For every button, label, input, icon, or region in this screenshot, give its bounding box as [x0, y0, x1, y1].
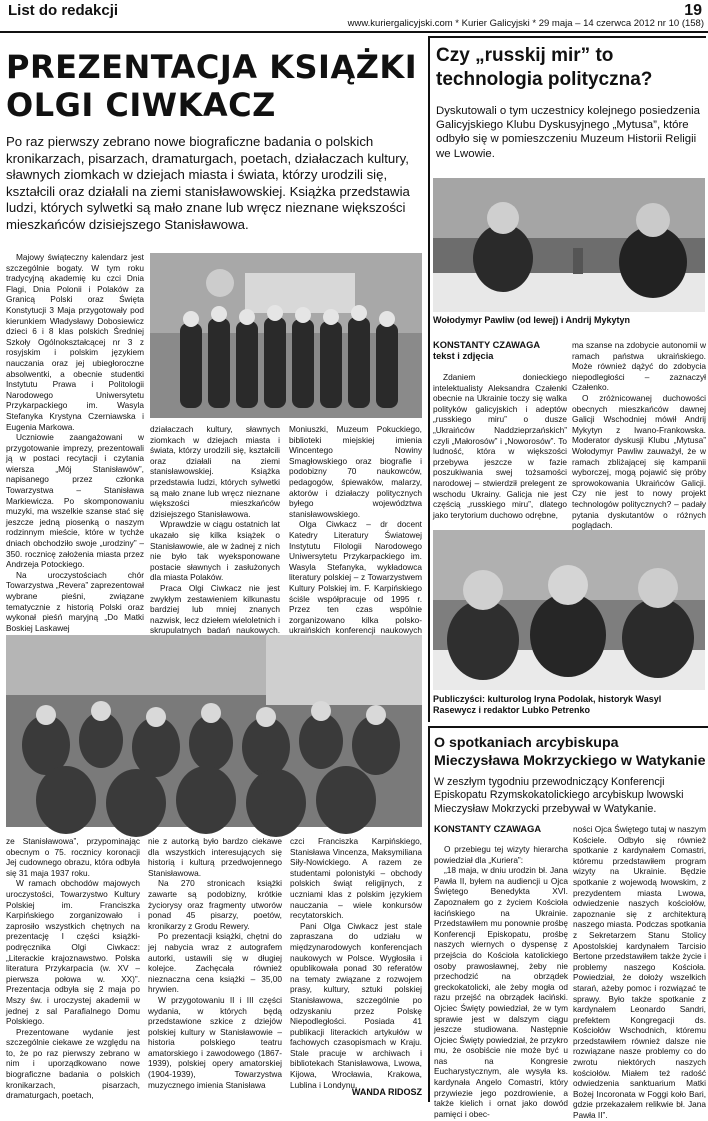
sidebar-1-byline: [433, 340, 567, 364]
paragraph: ności Ojca Świętego tutaj w naszym Kościele. Odbyło się również spotkanie z kardynałem Comastri, któremu przedstawiłem program wizyty na Ukrainie. Będzie spotkanie z wojewodą lwowskim, z prezydentem miasta Lwowa, odwiedzenie naszych kościołów, zapoznanie się z architekturą naszego miasta. Podczas spotkania z Sekretarzem Stanu Stolicy Apostolskiej kardynałem Tarcisio Bertone przedstawiłem także życie i problemy naszego Kościoła. Powiedział, że dołoży wszelkich starań, ażeby pomoc i rozwiązać te sprawy. Było także spotkanie z kardynałem Leonardo Sandri, prefektem Kongregacji ds. Kościołów Wschodnich, któremu przedstawiłem również dalsze nie rozwiązane nasze problemy co do zwrotu niektórych naszych kościołów. Miałem też radość odwiedzenia sanktuarium Matki Bożej Incoronata w Foggi koło Bari, gdzie przekazałem relikwie bł. Jana Pawła II”.: [573, 824, 706, 1121]
main-column-2: [150, 424, 280, 636]
article-lead: Po raz pierwszy zebrano nowe biograficzne badania o polskich kronikarzach, pisarzach, dramaturgach, poetach, działaczach kultury, sławnych ziomkach w dziejach miasta i świata, którzy urodzili się, kształcili oraz działali na ziemi stanisławowskiej. Książka przedstawia ludzi, których sylwetki są mało znane lub wręcz nieznane większości mieszkańców dzisiejszego Stanisławowa.: [6, 134, 410, 232]
sidebar-2-lead: W zeszłym tygodniu przewodniczący Konferencji Episkopatu Rzymskokatolickiego arcybiskup lwowski Mieczysław Mokrzycki przebywał w Watykanie.: [434, 776, 684, 815]
masthead: www.kuriergalicyjski.com * Kurier Galicyjski * 29 maja – 14 czerwca 2012 nr 10 (158): [347, 18, 704, 29]
paragraph: ze Stanisławowa”, przypominając obecnym o 75. rocznicy koronacji Jej cudownego obrazu, która odbyła się 31 maja 1937 roku.: [6, 836, 140, 878]
byline-note: tekst i zdjęcia: [433, 351, 494, 361]
audience-photo: [6, 635, 422, 827]
paragraph: W przygotowaniu II i III części wydania, w których będą przedstawione szkice z dziejów polskiej kultury w Stanisławowie – historia polskiego teatru amatorskiego i zawodowego (1867-1939), polskiej opery amatorskiej (1904-1939), Towarzystwa muzycznego imienia Stanisława: [148, 994, 282, 1090]
paragraph: Olga Ciwkacz – dr docent Katedry Literatury Światowej Instytutu Filologii Narodowego Uniwersytetu Przykarpackiego im. Wasyla Stefanyka, wykładowca literatury polskiej – z Towarzystwem Kultury Polskiej im. F. Karpińskiego ściśle współpracuje od 1995 r. Przez ten czas wspólnie zorganizowano kilka polsko-ukraińskich konferencji naukowych: [289, 519, 422, 636]
paragraph: Praca Olgi Ciwkacz nie jest zwykłym zestawieniem kilkunastu bardziej lub mniej znanych nazwisk, lecz dziełem wieloletnich i skrupulatnych badań naukowych.: [150, 582, 280, 636]
sidebar-1-title: Czy „russkij mir” to technologia polityczna?: [436, 45, 653, 90]
sidebar-2-column-2: [573, 824, 706, 1121]
paragraph: Na uroczystościach chór Towarzystwa „Revera” zaprezentował wybrane pieśni, związane tematycznie z historią Polski oraz wykonał pieśń maryjną „Do Matki Boskiej Laskawej: [6, 569, 144, 633]
panel-photo-1-image: [433, 178, 705, 312]
bottom-column-1: [6, 836, 140, 1100]
paragraph: Majowy świąteczny kalendarz jest szczególnie bogaty. W tym roku tradycyjną akademię ku czci Dnia Flagi, Dnia Polonii i Polaków za Granicą Polski oraz Święta Konstytucji 3 Maja przygotowały pod kierunkiem Władysławy Dobosiewicz dzieci 6 i 8 klas polskich Średniej Szkoły Ogólnokształcącej nr 3 z rosyjskim i polskim językiem nauczania oraz jej ubiegłoroczne absolwentki, a obecnie studentki Instytutu Prawa i Politologii Narodowego Uniwersytetu Przykarpackiego im. Wasyla Stefanyka Krystyna Czerniawska i Eugenia Markowa.: [6, 252, 144, 432]
sidebar-2-frame: [428, 726, 430, 1102]
sidebar-1-lead: Dyskutowali o tym uczestnicy kolejnego posiedzenia Galicyjskiego Klubu Dyskusyjnego „Mytusa”, które odbyło się w pomieszczeniu Muzeum Historii Religii we Lwowie.: [436, 105, 701, 160]
bottom-column-3: [290, 836, 422, 1090]
paragraph: W ramach obchodów majowych uroczystości, Towarzystwo Kultury Polskiej im. Franciszka Karpińskiego zorganizowało i zaprosiło wszystkich chętnych na prezentację I części książki-podręcznika Olgi Ciwkacz: „Literackie krajoznawstwo. Polska literatura Przykarpacia (w. XV – pierwsza połowa w. XX)”. Prezentacja odbyła się 2 maja po Mszy św. i uroczystej akademii w jednej z sal Parafialnego Domu Polskiego.: [6, 878, 140, 1027]
main-column-1: [6, 252, 144, 633]
sidebar-2-rule: [428, 726, 708, 728]
paragraph: Pani Olga Ciwkacz jest stale zapraszana do udziału w międzynarodowych konferencjach naukowych w Polsce. Wygłosiła i opublikowała ponad 30 referatów na tematy związane z rozwojem prasy, kultury, sztuki polskiej Stanisławowa, szczególnie po odzyskaniu przez Polskę Niepodległości. Posiada 41 publikacji literackich artykułów w fachowych czasopismach w Kraju. Stale pracuje w archiwach i bibliotekach Stanisławowa, Lwowa, Kijowa, Wrocławia, Krakowa, Lublina i Londynu.: [290, 920, 422, 1090]
title-line-2: OLGI CIWKACZ: [6, 86, 276, 124]
paragraph: Zdaniem donieckiego intelektualisty Aleksandra Czałenki obecnie na Ukrainie toczy się walka polityków galicyjskich i adeptów „russkiego miru” o dusze „Ukraińców Naddzieprzańskich” czyli „Małorosów” i „Noworosów”. To ludność, która w większości przebywa jeszcze w fazie poszukiwania swej tożsamości narodowej – stwierdził prelegent ze wschodu Ukrainy. Galicja nie jest częścią „russkiego miru”, dlatego jako terytorium duchowo odrębne,: [433, 372, 567, 520]
paragraph: Wprawdzie w ciągu ostatnich lat ukazało się kilka książek o Stanisławowie, ale w żadnej z nich nie było tak wyeksponowane postacie sławnych i zasłużonych dla miasta Polaków.: [150, 519, 280, 583]
photo-caption-2: Publiczyści: kulturolog Iryna Podolak, historyk Wasyl Rasewycz i redaktor Lubko Petrenko: [433, 694, 662, 715]
paragraph: Po prezentacji książki, chętni do jej nabycia wraz z autografem autorki, ustawili się w długiej kolejce. Zachęcała również nieznaczna cena książki – 35,00 hrywien.: [148, 931, 282, 995]
paragraph: „18 maja, w dniu urodzin bł. Jana Pawła II, byłem na audiencji u Ojca Świętego Benedykta XVI. Zapoznałem go z życiem Kościoła łacińskiego na Ukrainie. Przedstawiłem mu ponownie prośbę Konferencji Episkopatu, prośbę naszych wiernych o dyspensę z przejścia do Kościoła katolickiego osoby prawosławnej, żeby nie przechodzić na obrządek greckokatolicki, ale żeby mogła od razu przejść na obrządek łaciński. Ojciec Święty powiedział, że w tym sprawie jest w dalszym ciągu jeszcze studiowana. Następnie Ojciec Święty powiedział, że przykro mu, że osobiście nie może być u nas na Kongresie Eucharystycznym, ale wysyła ks. kardynała Angelo Comastri, który przywiezie jego pozdrowienie, a także kielich i ornat jako dowód pamięci i obec-: [434, 865, 568, 1119]
sidebar-2-column-1: [434, 844, 568, 1119]
sidebar-1-column-2: [572, 340, 706, 531]
paragraph: O zróżnicowanej duchowości obecnych mieszkańców dawnej Galicji Wschodniej mówił Andrij Mykytyn z Iwano-Frankowska. Moderator dyskusji Klubu „Mytusa” Wołodymyr Pawliw zauważył, że w ramach zbliżającej się kampanii wyborczej, mogą pojawić się próby sprowokowania Ukraińców Galicji. Czy nie jest to nowy projekt technologów politycznych? – padały pytania dyskutantów o różnych poglądach.: [572, 392, 706, 531]
panel-photo-2: [433, 530, 705, 690]
choir-photo-image: [150, 253, 422, 418]
paragraph: O przebiegu tej wizyty hierarcha powiedział dla „Kuriera”:: [434, 844, 568, 865]
panel-photo-2-image: [433, 530, 705, 690]
sidebar-2-byline: KONSTANTY CZAWAGA: [434, 824, 542, 834]
byline-author: KONSTANTY CZAWAGA: [433, 340, 541, 350]
choir-photo: [150, 253, 422, 418]
paragraph: ma szanse na zdobycie autonomii w ramach państwa ukraińskiego. Może również dążyć do zdobycia niepodległości – zaznaczył Czałenko.: [572, 340, 706, 393]
panel-photo-1: [433, 178, 705, 312]
paragraph: Uczniowie zaangażowani w przygotowanie imprezy, prezentowali ją w postaci recytacji i czytania wiersza „Mój Stanisławów”, napisanego przez członka Towarzystwa – Stanisława Markiewicza. Po skomponowaniu muzyki, ma wszelkie szanse stać się jeszcze jedną piosenką o naszym rodzinnym mieście, które w tychże dniach obchodziło swoje „urodziny” – 350. rocznicę założenia miasta przez Andrzeja Potockiego.: [6, 432, 144, 570]
title-line-1: PREZENTACJA KSIĄŻKI: [6, 48, 418, 86]
article-title: [6, 48, 426, 130]
header-rule: [0, 31, 708, 33]
photo-caption-1: Wołodymyr Pawliw (od lewej) i Andrij Mykytyn: [433, 315, 631, 325]
paragraph: Moniuszki, Muzeum Pokuckiego, biblioteki miejskiej imienia Wincentego Nowiny Smagłowskiego oraz biografie i podobizny 70 naukowców, pedagogów, śpiewaków, malarzy, aktorów i działaczy politycznych byłego województwa stanisławowskiego.: [289, 424, 422, 519]
main-column-3: [289, 424, 422, 636]
paragraph: Prezentowane wydanie jest szczególnie ciekawe ze względu na to, że po raz pierwszy zebrano w nim i uporządkowano nowe biograficzne badania o polskich kronikarzach, pisarzach, dramaturgach, poetach,: [6, 1026, 140, 1101]
paragraph: nie z autorką było bardzo ciekawe dla wszystkich interesujących się historią i kulturą przedwojennego Stanisławowa.: [148, 836, 282, 878]
paragraph: działaczach kultury, sławnych ziomkach w dziejach miasta i świata, którzy urodzili się, kształcili oraz działali na ziemi stanisławowskiej. Książka przedstawia ludzi, których sylwetki są mało znane lub wręcz nieznane większości mieszkańców dzisiejszego Stanisławowa.: [150, 424, 280, 519]
sidebar-1-column-1: [433, 372, 567, 524]
paragraph: czci Franciszka Karpińskiego, Stanisława Vincenza, Maksymiliana Siły-Nowickiego. A razem ze studentami polonistyki – obchody polskich świąt religijnych, z uczniami klas z polskim językiem nauczania – wiele konkursów recytatorskich.: [290, 836, 422, 921]
bottom-column-2: [148, 836, 282, 1100]
audience-photo-image: [6, 635, 422, 827]
section-title: List do redakcji: [8, 2, 119, 19]
page-number: 19: [684, 2, 702, 19]
sidebar-2-title: O spotkaniach arcybiskupa Mieczysława Mokrzyckiego w Watykanie: [434, 735, 706, 769]
paragraph: Na 270 stronicach książki zawarte są podobizny, krótkie życiorysy oraz fragmenty utworów ponad 45 pisarzy, poetów, kronikarzy z Grodu Rewery.: [148, 878, 282, 931]
author-signature: WANDA RIDOSZ: [351, 1087, 422, 1097]
